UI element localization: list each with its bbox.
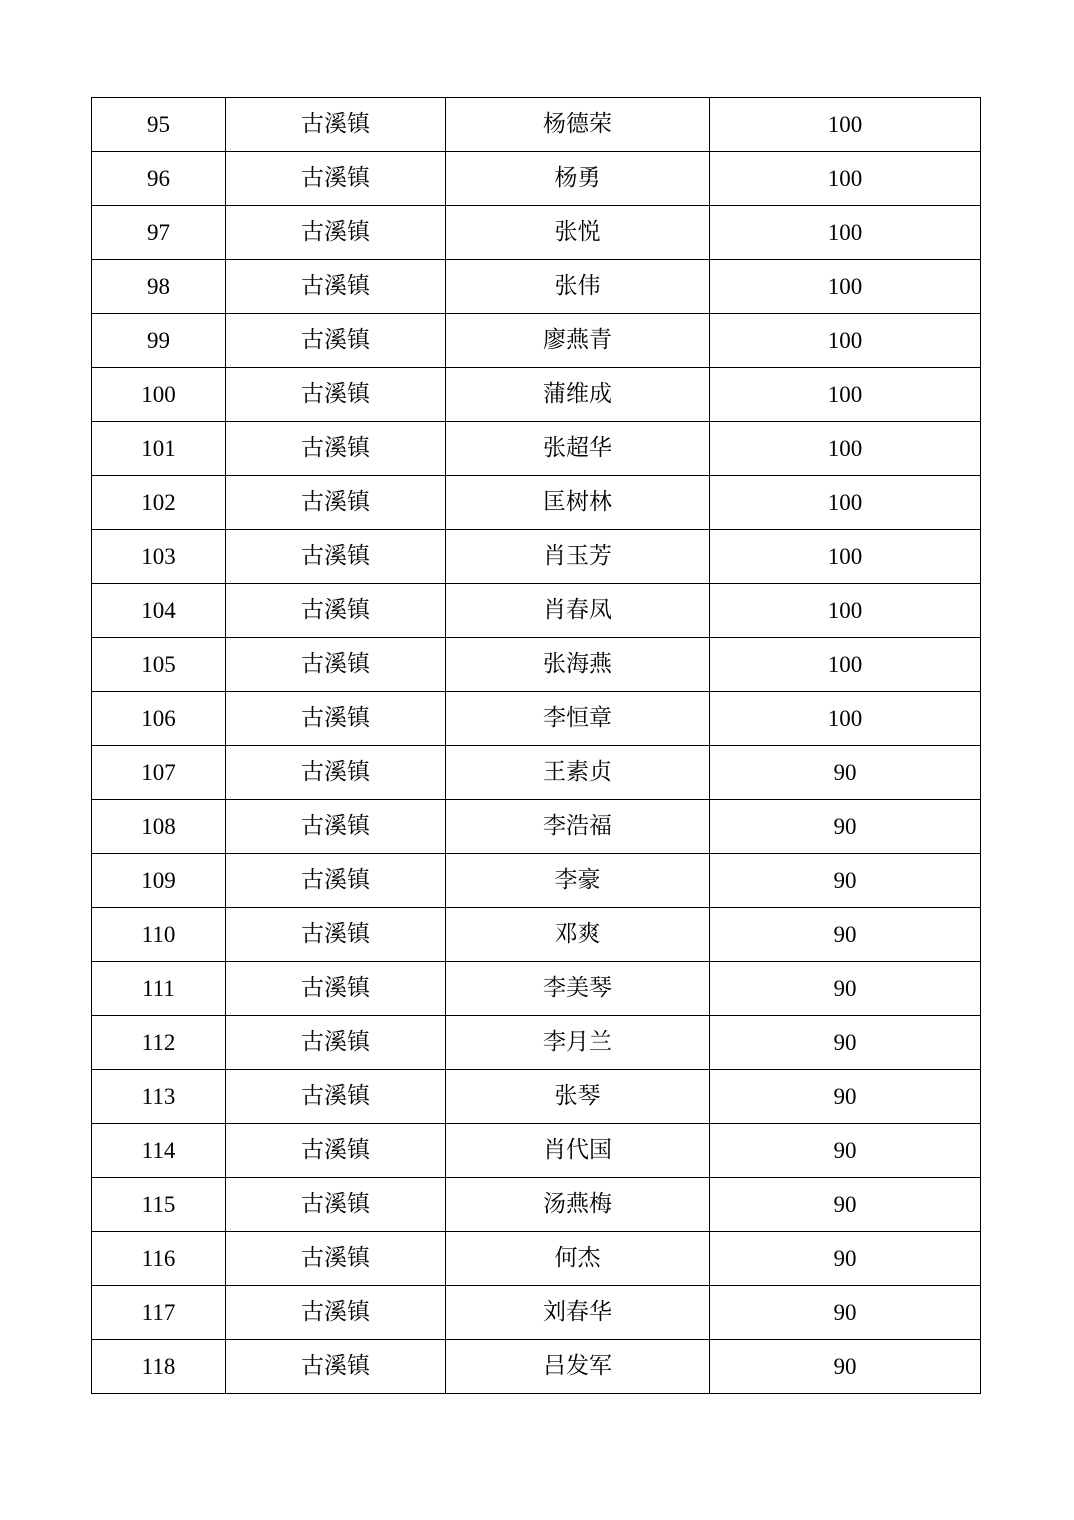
cell-number: 95 [92,98,226,152]
table-row [92,692,981,746]
cell-town: 古溪镇 [226,152,446,206]
cell-amount: 100 [710,152,981,206]
cell-name: 杨德荣 [446,98,710,152]
roster-table [91,97,981,1394]
cell-amount: 100 [710,368,981,422]
cell-name: 张伟 [446,260,710,314]
cell-name: 杨勇 [446,152,710,206]
cell-town: 古溪镇 [226,98,446,152]
cell-name: 邓爽 [446,908,710,962]
cell-amount: 100 [710,206,981,260]
cell-name: 李月兰 [446,1016,710,1070]
cell-name: 蒲维成 [446,368,710,422]
cell-amount: 90 [710,1016,981,1070]
cell-number: 109 [92,854,226,908]
cell-name: 张琴 [446,1070,710,1124]
cell-number: 97 [92,206,226,260]
cell-name: 廖燕青 [446,314,710,368]
cell-town: 古溪镇 [226,584,446,638]
table-row [92,476,981,530]
cell-name: 张超华 [446,422,710,476]
cell-town: 古溪镇 [226,908,446,962]
cell-number: 102 [92,476,226,530]
cell-name: 汤燕梅 [446,1178,710,1232]
cell-name: 肖代国 [446,1124,710,1178]
table-row [92,1070,981,1124]
cell-amount: 100 [710,98,981,152]
cell-amount: 90 [710,1070,981,1124]
cell-amount: 100 [710,692,981,746]
cell-name: 张悦 [446,206,710,260]
cell-amount: 90 [710,1178,981,1232]
cell-number: 101 [92,422,226,476]
cell-town: 古溪镇 [226,1340,446,1394]
cell-name: 李恒章 [446,692,710,746]
cell-name: 吕发军 [446,1340,710,1394]
cell-number: 105 [92,638,226,692]
cell-town: 古溪镇 [226,206,446,260]
cell-number: 103 [92,530,226,584]
cell-town: 古溪镇 [226,800,446,854]
cell-amount: 90 [710,1232,981,1286]
cell-town: 古溪镇 [226,314,446,368]
cell-name: 张海燕 [446,638,710,692]
table-row [92,260,981,314]
cell-number: 106 [92,692,226,746]
cell-number: 99 [92,314,226,368]
cell-town: 古溪镇 [226,1178,446,1232]
cell-town: 古溪镇 [226,854,446,908]
cell-town: 古溪镇 [226,1286,446,1340]
cell-number: 111 [92,962,226,1016]
cell-number: 114 [92,1124,226,1178]
cell-number: 113 [92,1070,226,1124]
table-row [92,800,981,854]
cell-amount: 90 [710,746,981,800]
cell-town: 古溪镇 [226,530,446,584]
table-row [92,1340,981,1394]
cell-number: 96 [92,152,226,206]
cell-number: 107 [92,746,226,800]
cell-town: 古溪镇 [226,368,446,422]
cell-amount: 100 [710,584,981,638]
cell-amount: 90 [710,1286,981,1340]
table-row [92,530,981,584]
cell-number: 112 [92,1016,226,1070]
cell-name: 匡树林 [446,476,710,530]
cell-name: 王素贞 [446,746,710,800]
cell-town: 古溪镇 [226,1016,446,1070]
table-row [92,98,981,152]
cell-amount: 100 [710,476,981,530]
table-row [92,746,981,800]
cell-town: 古溪镇 [226,1124,446,1178]
cell-number: 98 [92,260,226,314]
cell-amount: 100 [710,530,981,584]
cell-number: 108 [92,800,226,854]
cell-amount: 90 [710,908,981,962]
cell-number: 118 [92,1340,226,1394]
cell-number: 110 [92,908,226,962]
cell-amount: 100 [710,638,981,692]
cell-town: 古溪镇 [226,746,446,800]
table-row [92,854,981,908]
cell-name: 刘春华 [446,1286,710,1340]
cell-amount: 100 [710,260,981,314]
cell-town: 古溪镇 [226,1232,446,1286]
table-row [92,206,981,260]
table-row [92,962,981,1016]
cell-town: 古溪镇 [226,638,446,692]
table-row [92,1016,981,1070]
cell-town: 古溪镇 [226,1070,446,1124]
cell-amount: 90 [710,1340,981,1394]
table-row [92,314,981,368]
cell-town: 古溪镇 [226,476,446,530]
table-row [92,1286,981,1340]
table-row [92,584,981,638]
cell-number: 115 [92,1178,226,1232]
cell-name: 李美琴 [446,962,710,1016]
table-row [92,1124,981,1178]
cell-number: 104 [92,584,226,638]
cell-amount: 90 [710,1124,981,1178]
table-row [92,1232,981,1286]
table-row [92,368,981,422]
cell-name: 肖春凤 [446,584,710,638]
cell-name: 李豪 [446,854,710,908]
table-row [92,422,981,476]
cell-town: 古溪镇 [226,422,446,476]
cell-town: 古溪镇 [226,692,446,746]
table-row [92,908,981,962]
cell-amount: 90 [710,962,981,1016]
cell-number: 116 [92,1232,226,1286]
cell-name: 肖玉芳 [446,530,710,584]
table-row [92,638,981,692]
cell-amount: 100 [710,314,981,368]
cell-number: 117 [92,1286,226,1340]
cell-town: 古溪镇 [226,260,446,314]
table-row [92,1178,981,1232]
cell-amount: 90 [710,854,981,908]
table-row [92,152,981,206]
cell-name: 李浩福 [446,800,710,854]
cell-amount: 90 [710,800,981,854]
cell-town: 古溪镇 [226,962,446,1016]
roster-table-body [92,98,981,1394]
cell-name: 何杰 [446,1232,710,1286]
cell-amount: 100 [710,422,981,476]
cell-number: 100 [92,368,226,422]
